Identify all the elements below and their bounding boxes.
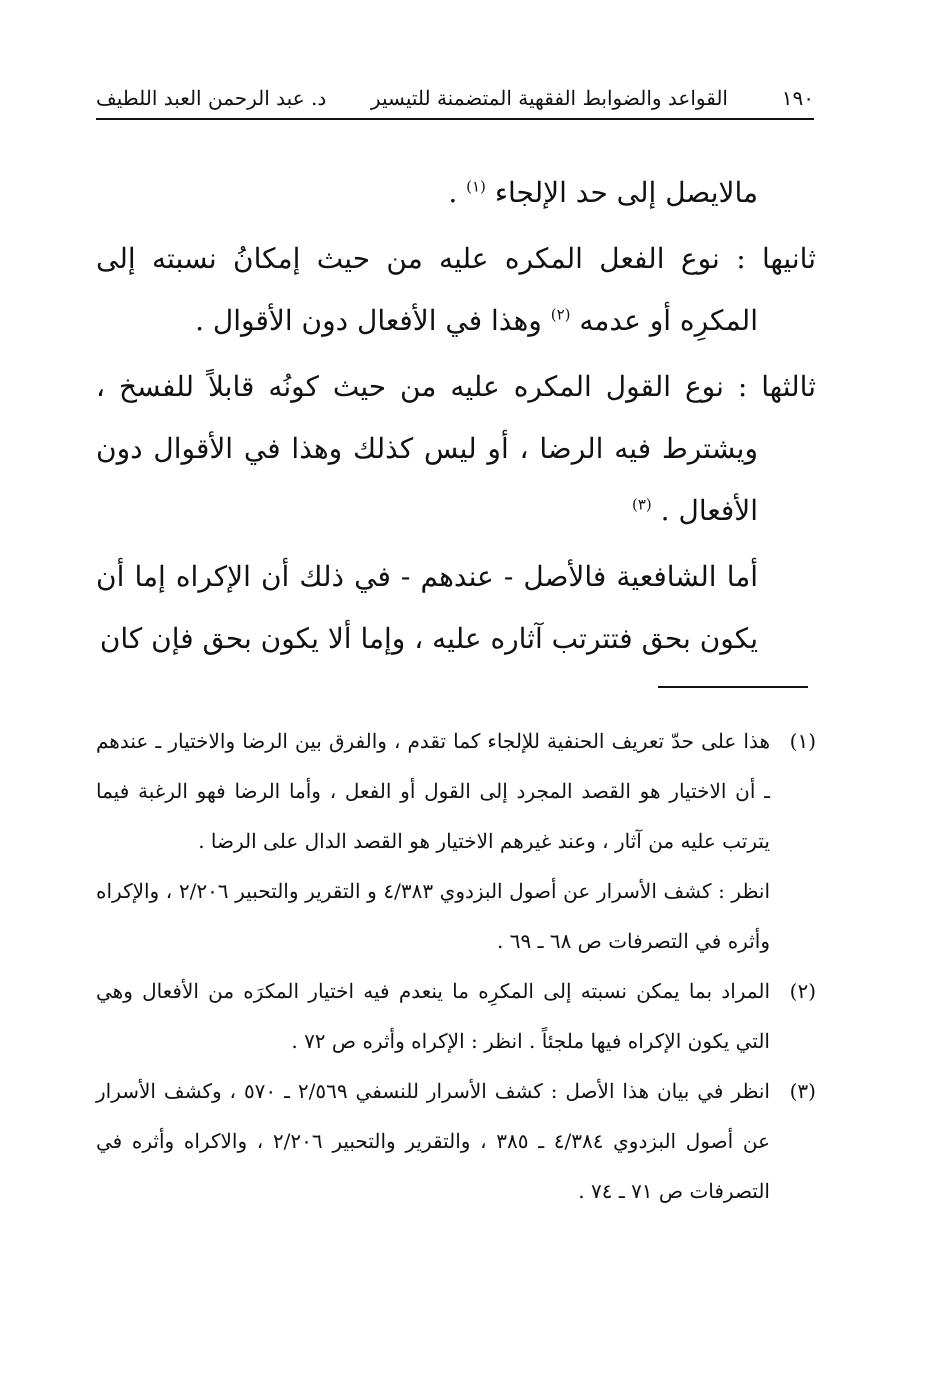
footnote-1-text: هذا على حدّ تعريف الحنفية للإلجاء كما تقدم ، والفرق بين الرضا والاختيار ـ عندهم ـ أن الاختيار هو القصد المجرد إلى القول أو الفعل ، وأما الرضا فهو الرغبة فيما يترتب عليه من آثار ، وعند غيرهم الاختيار هو القصد الدال على الرضا . [96,729,770,853]
paragraph-shafii [96,546,816,670]
footnote-ref-3: (٣) [631,495,652,514]
shafii-text: أما الشافعية فالأصل - عندهم - في ذلك أن الإكراه إما أن يكون بحق فتترتب آثاره عليه ، وإما ألا يكون بحق فإن كان [96,560,758,655]
footnote-3-text: انظر في بيان هذا الأصل : كشف الأسرار للنسفي ٢/٥٦٩ ـ ٥٧٠ ، وكشف الأسرار عن أصول البزدوي ٤/٣٨٤ ـ ٣٨٥ ، والتقرير والتحبير ٢/٢٠٦ ، والاكراه وأثره في التصرفات ص ٧١ ـ ٧٤ . [96,1079,771,1203]
footnote-1 [96,716,816,866]
third-text: ثالثها : نوع القول المكره عليه من حيث كونُه قابلاً للفسخ ، ويشترط فيه الرضا ، أو ليس كذلك وهذا في الأقوال دون الأفعال . [96,370,816,527]
author-name: د. عبد الرحمن العبد اللطيف [96,86,327,110]
second-end: وهذا في الأفعال دون الأقوال . [195,304,542,337]
footnote-2-text: المراد بما يمكن نسبته إلى المكرِه ما ينعدم فيه اختيار المكرَه من الأفعال وهي التي يكون الإكراه فيها ملجئاً . انظر : الإكراه وأثره ص ٧٢ . [96,979,770,1053]
book-title: القواعد والضوابط الفقهية المتضمنة للتيسير [370,86,728,110]
footnote-separator [658,686,808,688]
footnote-1-number: (١) [789,729,816,753]
footnote-1-references [96,866,816,966]
footnote-2 [96,966,816,1066]
second-text: ثانيها : نوع الفعل المكره عليه من حيث إمكانُ نسبته إلى المكرِه أو عدمه [96,242,816,337]
footnote-2-number: (٢) [789,979,816,1003]
footnotes-section [96,716,816,1216]
footnote-ref-2: (٢) [550,305,571,324]
main-text [96,162,816,670]
paragraph-third [96,356,816,542]
continuation-end: . [448,176,458,209]
continuation-text: مالايصل إلى حد الإلجاء [494,176,758,209]
running-header [96,78,814,120]
footnote-ref-1: (١) [466,177,486,196]
footnote-3 [96,1066,816,1216]
footnote-1-refs-text: انظر : كشف الأسرار عن أصول البزدوي ٤/٣٨٣ و التقرير والتحبير ٢/٢٠٦ ، والإكراه وأثره في التصرفات ص ٦٨ ـ ٦٩ . [96,879,771,953]
paragraph-continuation [96,162,816,224]
page-number: ١٩٠ [781,86,814,110]
paragraph-second [96,228,816,352]
footnote-3-number: (٣) [789,1079,816,1103]
